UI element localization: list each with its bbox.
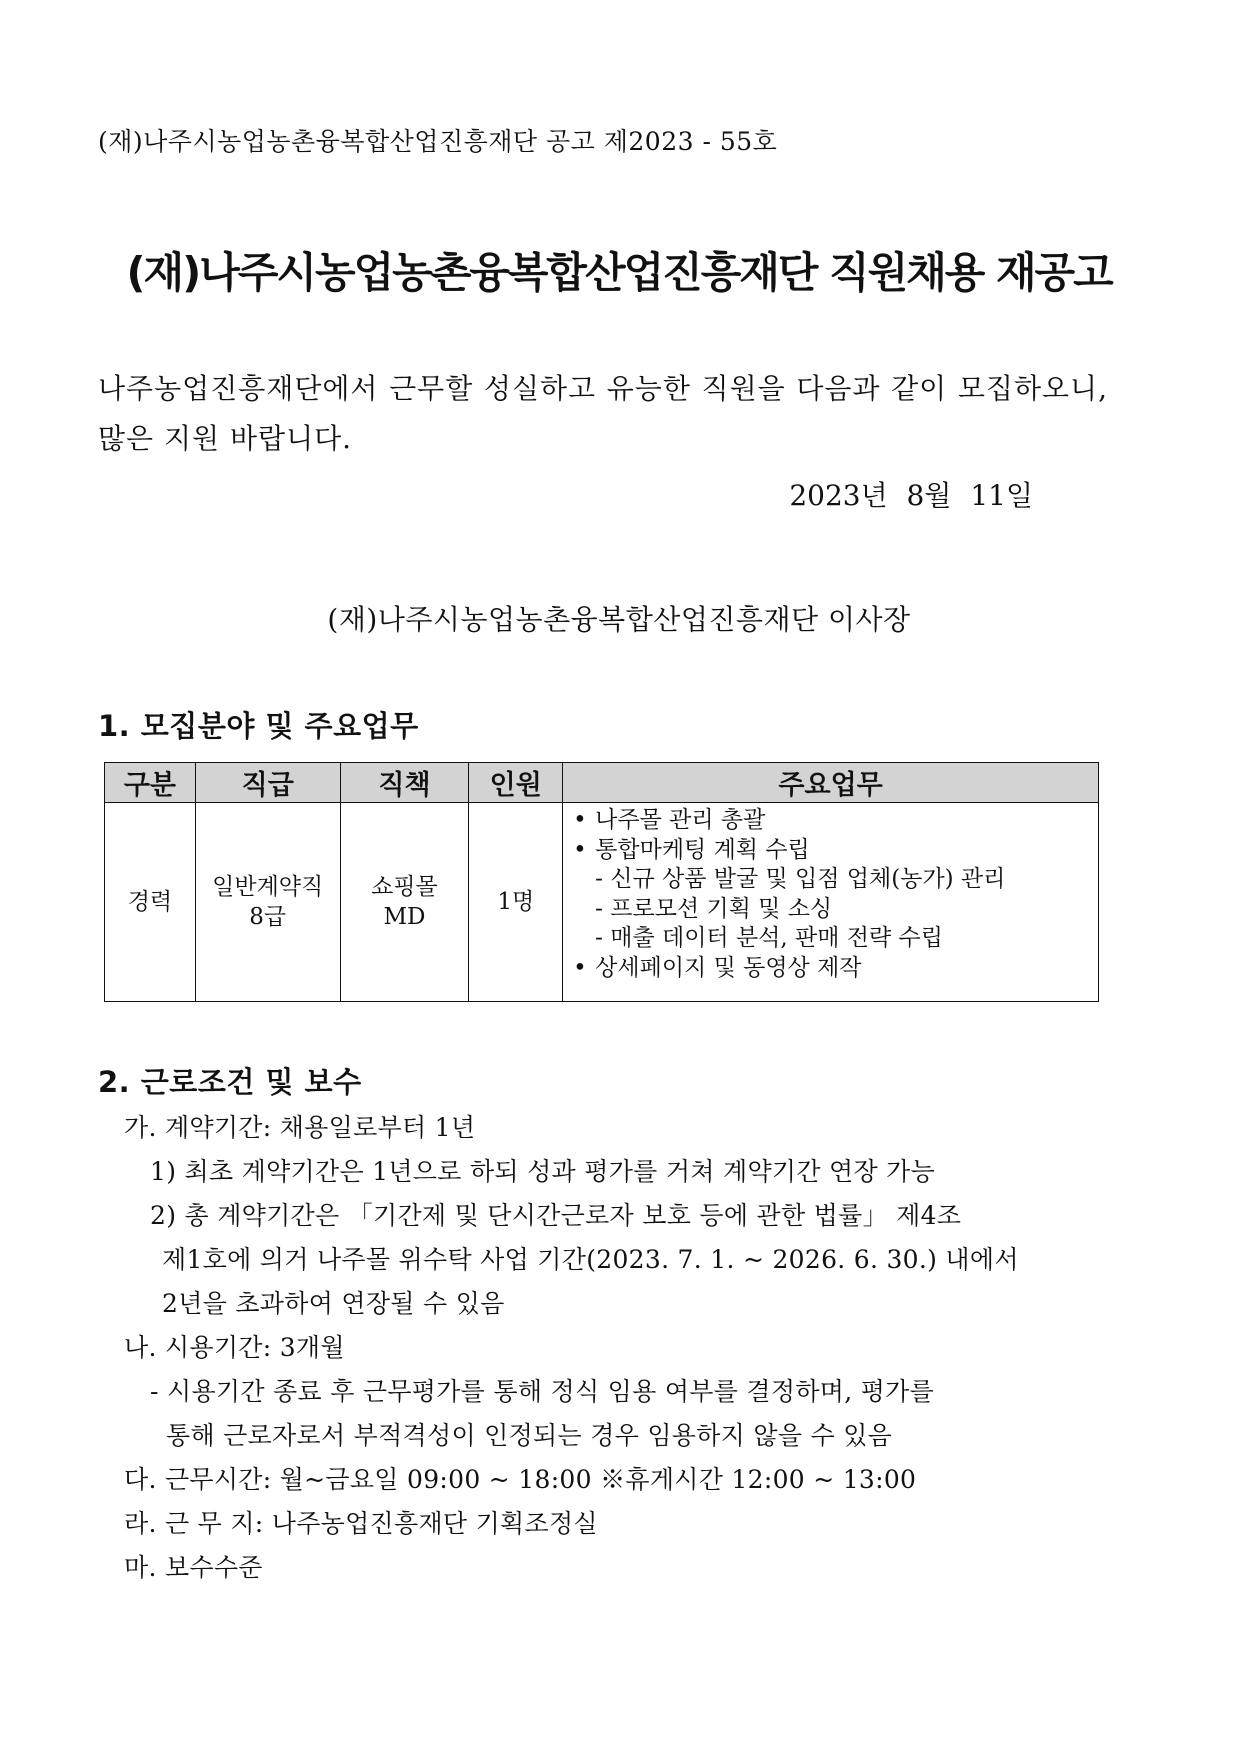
probation-item-line2: 통해 근로자로서 부적격성이 인정되는 경우 임용하지 않을 수 있음 xyxy=(166,1421,893,1450)
recruitment-table xyxy=(104,762,1099,1002)
position-line1: 쇼핑몰 xyxy=(371,874,438,900)
col-position: 직책 xyxy=(340,763,469,803)
col-category: 구분 xyxy=(105,763,196,803)
issuer: (재)나주시농업농촌융복합산업진흥재단 이사장 xyxy=(327,603,911,636)
duty-subitem: - 프로모션 기획 및 소싱 xyxy=(595,895,833,922)
contract-period-item2-line1: 2) 총 계약기간은 「기간제 및 단시간근로자 보호 등에 관한 법률」 제4조 xyxy=(150,1201,962,1230)
notice-date: 2023년 8월 11일 xyxy=(789,479,1033,512)
salary-level: 마. 보수수준 xyxy=(124,1553,263,1582)
cell-headcount: 1명 xyxy=(469,803,563,1002)
bullet-icon: • xyxy=(573,836,587,863)
grade-line2: 8급 xyxy=(249,904,287,930)
contract-period-item2-line3: 2년을 초과하여 연장될 수 있음 xyxy=(162,1289,505,1318)
table-header-row xyxy=(105,763,1099,803)
notice-number: (재)나주시농업농촌융복합산업진흥재단 공고 제2023 - 55호 xyxy=(98,127,778,156)
section1-heading: 1. 모집분야 및 주요업무 xyxy=(98,709,419,743)
working-hours: 다. 근무시간: 월~금요일 09:00 ~ 18:00 ※휴게시간 12:00 ~ 13:00 xyxy=(124,1465,917,1494)
workplace: 라. 근 무 지: 나주농업진흥재단 기획조정실 xyxy=(124,1509,598,1538)
col-duties: 주요업무 xyxy=(563,763,1099,803)
bullet-icon: • xyxy=(573,954,587,981)
contract-period: 가. 계약기간: 채용일로부터 1년 xyxy=(124,1113,476,1142)
duty-item: • 통합마케팅 계획 수립 xyxy=(573,836,1092,866)
page-title: (재)나주시농업농촌융복합산업진흥재단 직원채용 재공고 xyxy=(126,248,1112,297)
cell-position xyxy=(340,803,469,1002)
probation-item-line1: - 시용기간 종료 후 근무평가를 통해 정식 임용 여부를 결정하며, 평가를 xyxy=(150,1377,935,1406)
duty-subitem: - 매출 데이터 분석, 판매 전략 수립 xyxy=(595,925,943,951)
intro-paragraph: 나주농업진흥재단에서 근무할 성실하고 유능한 직원을 다음과 같이 모집하오니, 많은 지원 바랍니다. xyxy=(98,372,1108,455)
duty-item: • 나주몰 관리 총괄 xyxy=(573,806,1092,836)
col-headcount: 인원 xyxy=(469,763,563,803)
cell-duties xyxy=(563,803,1099,1002)
contract-period-item2-line2: 제1호에 의거 나주몰 위수탁 사업 기간(2023. 7. 1. ~ 2026. 6. 30.) 내에서 xyxy=(162,1245,1019,1274)
section2-heading: 2. 근로조건 및 보수 xyxy=(98,1065,362,1099)
col-grade: 직급 xyxy=(195,763,340,803)
duty-item: • 상세페이지 및 동영상 제작 xyxy=(573,954,1092,984)
duty-subitem: - 신규 상품 발굴 및 입점 업체(농가) 관리 xyxy=(595,866,1006,892)
contract-period-item1: 1) 최초 계약기간은 1년으로 하되 성과 평가를 거쳐 계약기간 연장 가능 xyxy=(150,1157,936,1186)
bullet-icon: • xyxy=(573,807,587,833)
cell-category: 경력 xyxy=(105,803,196,1002)
cell-grade xyxy=(195,803,340,1002)
grade-line1: 일반계약직 xyxy=(212,874,324,900)
table-row xyxy=(105,803,1099,1002)
position-line2: MD xyxy=(383,904,426,930)
probation-period: 나. 시용기간: 3개월 xyxy=(124,1333,345,1362)
